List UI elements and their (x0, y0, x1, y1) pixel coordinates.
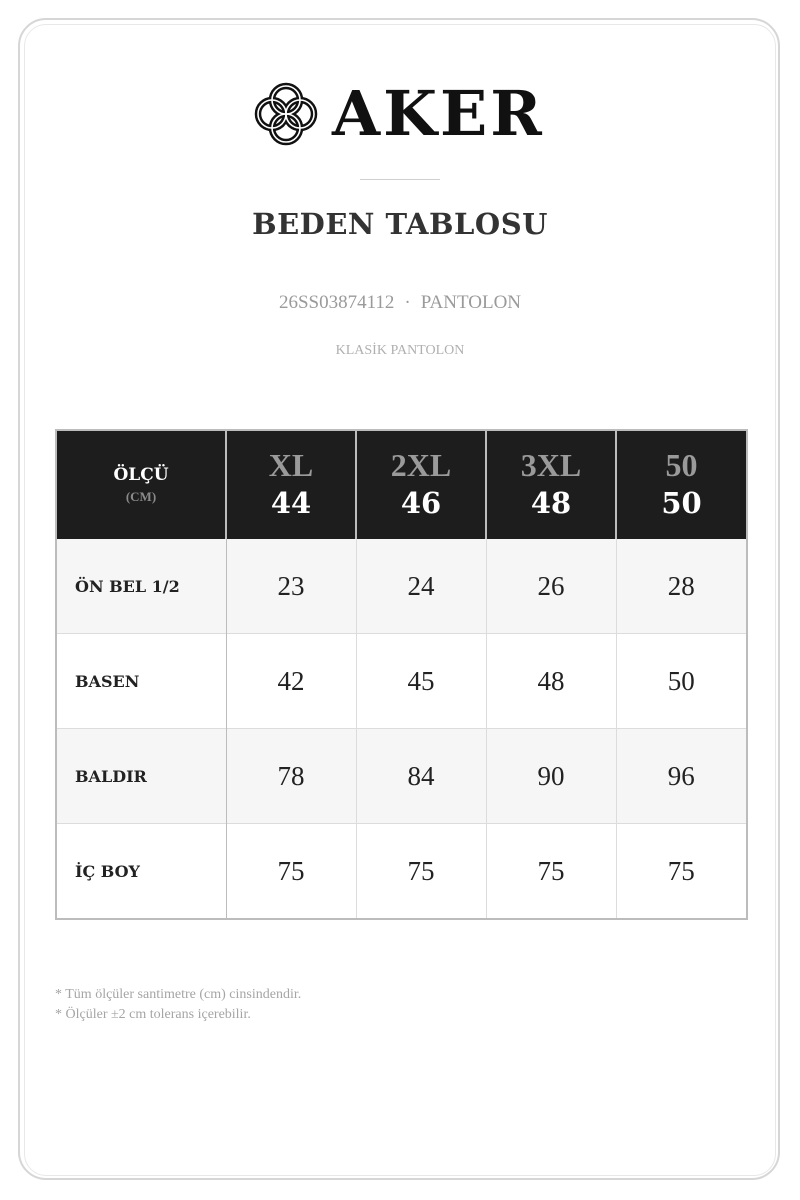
header-unit: (CM) (125, 489, 157, 504)
table-cell: 50 (616, 634, 747, 729)
table-cell: 96 (616, 729, 747, 824)
header-measure-cell (56, 430, 226, 539)
table-cell: 75 (616, 824, 747, 920)
header-label: ÖLÇÜ (113, 465, 169, 485)
interlaced-knot-logo-icon (252, 80, 320, 148)
size-number: 46 (400, 486, 442, 520)
table-cell: 48 (486, 634, 616, 729)
size-letter: 50 (665, 447, 698, 483)
table-row (56, 634, 747, 729)
product-line (0, 292, 800, 314)
size-number: 48 (530, 486, 572, 520)
size-column-header (356, 430, 486, 539)
table-row (56, 539, 747, 634)
table-cell: 28 (616, 539, 747, 634)
table-cell: 75 (486, 824, 616, 920)
size-letter: 3XL (520, 447, 582, 483)
table-cell: 45 (356, 634, 486, 729)
row-label: İÇ BOY (56, 824, 226, 920)
product-subcategory: KLASİK PANTOLON (335, 343, 465, 358)
footnotes (55, 985, 301, 1025)
row-label: ÖN BEL 1/2 (56, 539, 226, 634)
size-number: 50 (661, 486, 702, 520)
size-column-header (226, 430, 356, 539)
size-letter: XL (268, 447, 314, 483)
table-header-row (56, 430, 747, 539)
product-category: PANTOLON (420, 292, 522, 313)
row-label: BASEN (56, 634, 226, 729)
table-cell: 78 (226, 729, 356, 824)
table-row (56, 729, 747, 824)
brand-name: AKER (332, 77, 545, 150)
table-cell: 75 (226, 824, 356, 920)
footnote: * Ölçüler ±2 cm tolerans içerebilir. (55, 1007, 251, 1022)
table-cell: 42 (226, 634, 356, 729)
size-column-header (486, 430, 616, 539)
size-column-header (616, 430, 747, 539)
table-cell: 84 (356, 729, 486, 824)
size-letter: 2XL (390, 447, 452, 483)
product-code: 26SS03874112 (278, 292, 395, 313)
table-cell: 26 (486, 539, 616, 634)
footnote: * Tüm ölçüler santimetre (cm) cinsindendir. (55, 987, 302, 1002)
table-cell: 23 (226, 539, 356, 634)
size-number: 44 (270, 486, 312, 520)
table-cell: 75 (356, 824, 486, 920)
title-divider (360, 179, 440, 180)
separator-dot: · (404, 292, 411, 313)
table-cell: 90 (486, 729, 616, 824)
page-title: BEDEN TABLOSU (252, 207, 548, 241)
brand-logo (252, 78, 552, 150)
table-row (56, 824, 747, 920)
row-label: BALDIR (56, 729, 226, 824)
size-table (55, 429, 748, 920)
table-cell: 24 (356, 539, 486, 634)
